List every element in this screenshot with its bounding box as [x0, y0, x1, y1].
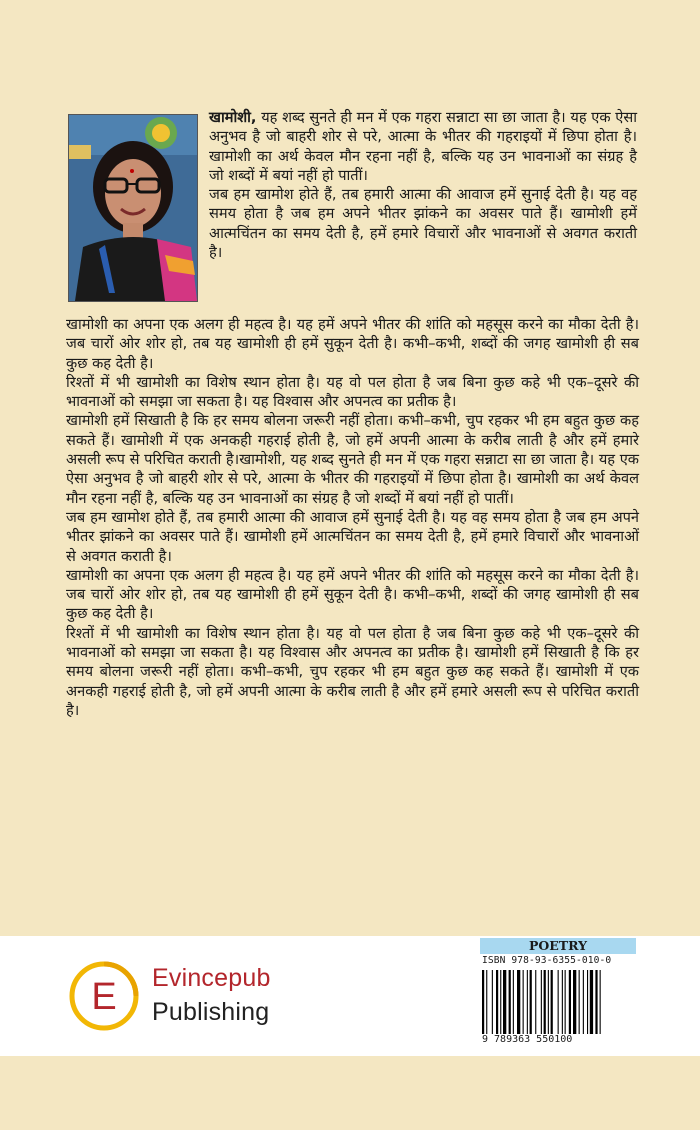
genre-label: POETRY: [480, 938, 636, 954]
intro-paragraph-2: जब हम खामोश होते हैं, तब हमारी आत्मा की आवाज हमें सुनाई देती है। यह वह समय होता है जब हम अपने भीतर झांकने का अवसर पाते हैं। खामोशी हमें आत्मचिंतन का समय देती है, हमें हमारे विचारों और भावनाओं से अवगत कराती है।: [209, 186, 637, 262]
body-paragraph: जब हम खामोश होते हैं, तब हमारी आत्मा की आवाज हमें सुनाई देती है। यह वह समय होता है जब हम अपने भीतर झांकने का अवसर पाते हैं। खामोशी हमें आत्मचिंतन का समय देती है, हमें हमारे विचारों और भावनाओं से अवगत कराती है।: [66, 508, 639, 565]
intro-text: यह शब्द सुनते ही मन में एक गहरा सन्नाटा सा छा जाता है। यह एक ऐसा अनुभव है जो बाहरी शोर से परे, आत्मा के भीतर की गहराइयों में छिपा होता है। खामोशी का अर्थ केवल मौन रहना नहीं है, बल्कि यह उन भावनाओं का संग्रह है जो शब्दों में बयां नहीं हो पातीं।: [209, 109, 637, 184]
body-paragraph: खामोशी का अपना एक अलग ही महत्व है। यह हमें अपने भीतर की शांति को महसूस करने का मौका देती है। जब चारों ओर शोर हो, तब यह खामोशी ही हमें सुकून देती है। कभी–कभी, शब्दों की जगह खामोशी ही सब कुछ कह देती है।: [66, 316, 639, 372]
body-paragraph: खामोशी हमें सिखाती है कि हर समय बोलना जरूरी नहीं होता। कभी–कभी, चुप रहकर भी हम बहुत कुछ कह सकते हैं। खामोशी में एक अनकही गहराई होती है, जो हमें अपनी आत्मा के करीब लाती है और हमें हमारे असली रूप से परिचित कराती है।खामोशी, यह शब्द सुनते ही मन में एक गहरा सन्नाटा सा छा जाता है। यह एक ऐसा अनुभव है जो बाहरी शोर से परे, आत्मा के भीतर की गहराइयों में छिपा होता है। खामोशी का अर्थ केवल मौन रहना नहीं है, बल्कि यह उन भावनाओं का संग्रह है जो शब्दों में बयां नहीं हो पातीं।: [66, 412, 639, 507]
author-intro-text: [209, 108, 637, 262]
author-photo: [68, 114, 198, 302]
isbn-text: ISBN 978-93-6355-010-0: [482, 955, 612, 966]
body-paragraph: रिश्तों में भी खामोशी का विशेष स्थान होता है। यह वो पल होता है जब बिना कुछ कहे भी एक–दूसरे की भावनाओं को समझा जा सकता है। यह विश्वास और अपनत्व का प्रतीक है। खामोशी हमें सिखाती है कि हर समय बोलना जरूरी नहीं होता। कभी–कभी, चुप रहकर भी हम बहुत कुछ कह सकते हैं। खामोशी में एक अनकही गहराई होती है, जो हमें अपनी आत्मा के करीब लाती है और हमें हमारे असली रूप से परिचित कराती है।: [66, 624, 639, 719]
publisher-logo-icon: [68, 960, 140, 1032]
lead-word: खामोशी,: [209, 109, 257, 126]
publisher-name-line2: Publishing: [152, 998, 270, 1026]
body-paragraph: रिश्तों में भी खामोशी का विशेष स्थान होता है। यह वो पल होता है जब बिना कुछ कहे भी एक–दूसरे की भावनाओं को समझा जा सकता है। यह विश्वास और अपनत्व का प्रतीक है।: [66, 373, 639, 411]
barcode-number: 9 789363 550100: [482, 1034, 573, 1045]
main-body-text: [66, 315, 639, 720]
publisher-name-line1: Evincepub: [152, 964, 271, 992]
barcode-icon: [482, 970, 634, 1034]
isbn-barcode-box: [480, 936, 636, 1054]
intro-paragraph-1: [209, 108, 637, 185]
body-paragraph: खामोशी का अपना एक अलग ही महत्व है। यह हमें अपने भीतर की शांति को महसूस करने का मौका देती है। जब चारों ओर शोर हो, तब यह खामोशी ही हमें सुकून देती है। कभी–कभी, शब्दों की जगह खामोशी ही सब कुछ कह देती है।: [66, 566, 639, 623]
logo-letter: E: [91, 976, 117, 1018]
